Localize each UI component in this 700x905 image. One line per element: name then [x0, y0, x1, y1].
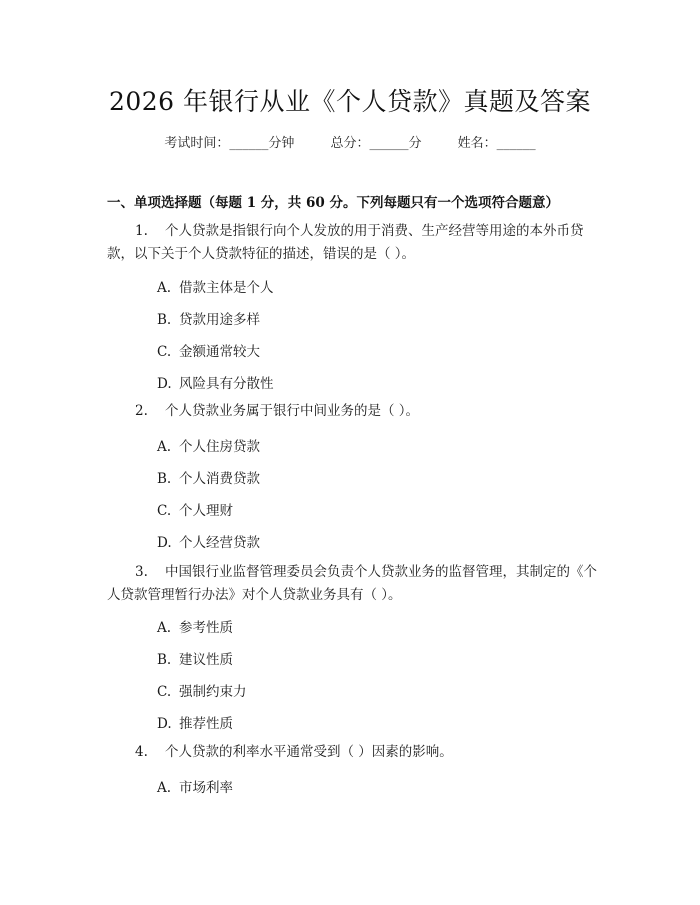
option	[157, 531, 260, 551]
question-number: 3.	[135, 564, 148, 580]
question-4	[107, 741, 597, 764]
option-letter: A.	[157, 780, 172, 796]
option	[157, 372, 274, 392]
option	[157, 435, 260, 455]
option	[157, 499, 233, 519]
exam-name: 姓名：______	[457, 136, 536, 151]
option	[157, 467, 260, 487]
option-text: 建议性质	[179, 652, 233, 668]
option-letter: A.	[157, 280, 172, 296]
option-letter: B.	[157, 652, 172, 668]
question-text: 中国银行业监督管理委员会负责个人贷款业务的监督管理，其制定的《个人贷款管理暂行办法》对个人贷款业务具有（ ）。	[107, 564, 597, 603]
question-number: 1.	[135, 223, 148, 239]
option-text: 个人经营贷款	[179, 535, 260, 551]
exam-meta	[0, 132, 700, 151]
question-text: 个人贷款的利率水平通常受到（ ）因素的影响。	[165, 744, 453, 760]
exam-time: 考试时间：______分钟	[164, 136, 295, 151]
option	[157, 648, 233, 668]
option-letter: D.	[157, 376, 172, 392]
option-letter: C.	[157, 344, 172, 360]
page-title: 2026 年银行从业《个人贷款》真题及答案	[108, 87, 592, 116]
question-2	[107, 400, 597, 423]
option-letter: B.	[157, 471, 172, 487]
option-text: 个人住房贷款	[179, 439, 260, 455]
option-letter: A.	[157, 439, 172, 455]
option-letter: C.	[157, 684, 172, 700]
section-heading: 一、单项选择题（每题 1 分，共 60 分。下列每题只有一个选项符合题意）	[107, 195, 559, 211]
option	[157, 712, 233, 732]
option-text: 市场利率	[179, 780, 233, 796]
option	[157, 616, 233, 636]
question-number: 2.	[135, 403, 148, 419]
option	[157, 340, 260, 360]
question-text: 个人贷款业务属于银行中间业务的是（ ）。	[165, 403, 420, 419]
question-1	[107, 220, 597, 266]
question-number: 4.	[135, 744, 148, 760]
option-letter: C.	[157, 503, 172, 519]
exam-score: 总分：______分	[330, 136, 422, 151]
question-3	[107, 561, 597, 607]
option-letter: D.	[157, 535, 172, 551]
option	[157, 308, 260, 328]
option-text: 推荐性质	[179, 716, 233, 732]
option-text: 参考性质	[179, 620, 233, 636]
option-text: 个人消费贷款	[179, 471, 260, 487]
option	[157, 276, 274, 296]
option	[157, 680, 247, 700]
option-text: 贷款用途多样	[179, 312, 260, 328]
question-text: 个人贷款是指银行向个人发放的用于消费、生产经营等用途的本外币贷款，以下关于个人贷款特征的描述，错误的是（ ）。	[107, 223, 584, 262]
option-text: 金额通常较大	[179, 344, 260, 360]
option	[157, 776, 233, 796]
option-text: 风险具有分散性	[179, 376, 274, 392]
option-letter: B.	[157, 312, 172, 328]
option-letter: D.	[157, 716, 172, 732]
option-text: 借款主体是个人	[179, 280, 274, 296]
option-letter: A.	[157, 620, 172, 636]
option-text: 强制约束力	[179, 684, 247, 700]
option-text: 个人理财	[179, 503, 233, 519]
